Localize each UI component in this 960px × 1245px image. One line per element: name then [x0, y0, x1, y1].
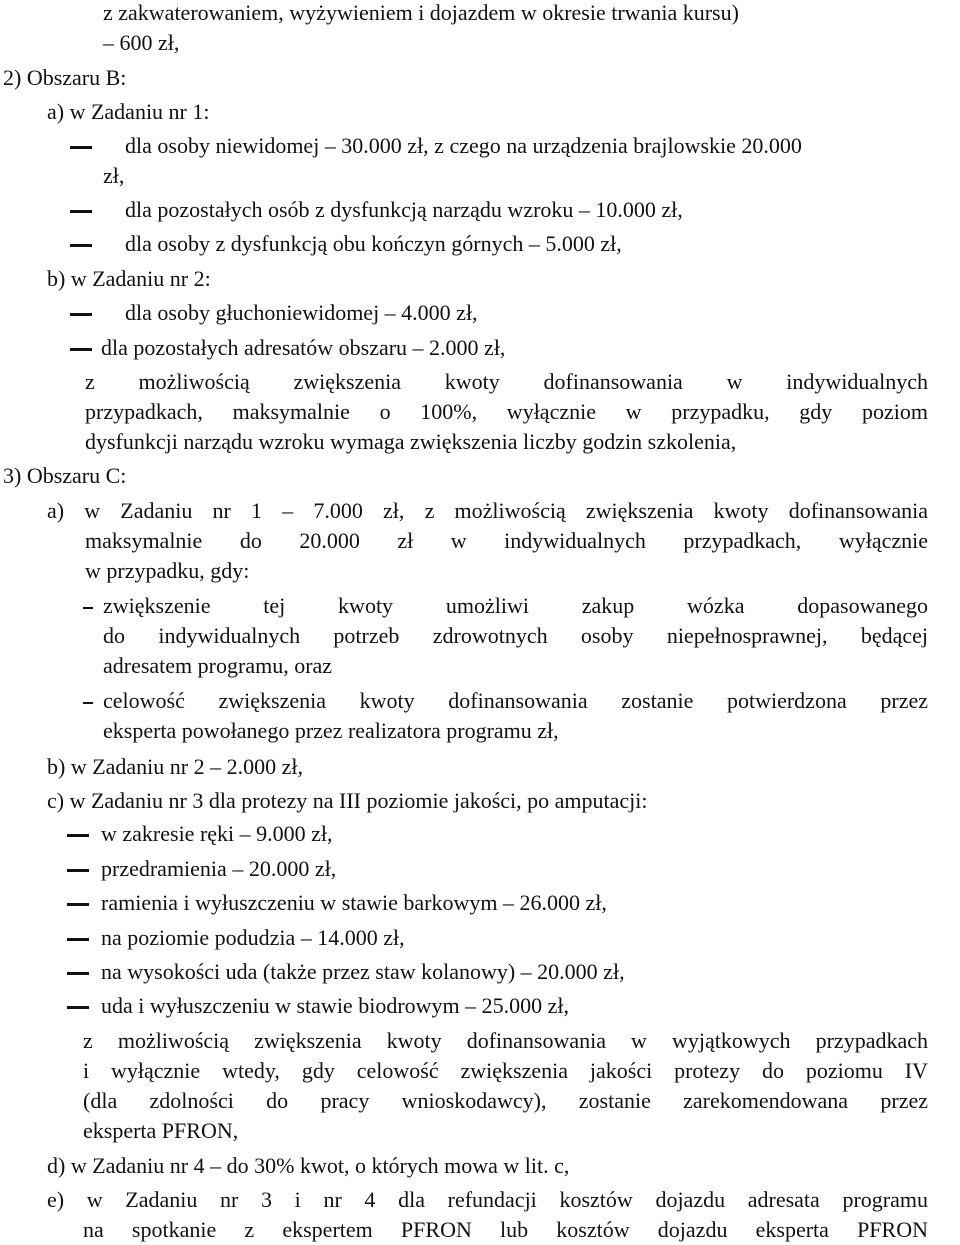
condition-line: eksperta powołanego przez realizatora programu zł, — [103, 718, 559, 743]
condition-line: do indywidualnych potrzeb zdrowotnych osoby niepełnosprawnej, będącej — [103, 623, 928, 648]
list-item: dla osoby głuchoniewidomej – 4.000 zł, — [125, 300, 478, 325]
area-b-b-label: b) w Zadaniu nr 2: — [47, 266, 211, 291]
list-item: przedramienia – 20.000 zł, — [101, 856, 337, 881]
list-item: na poziomie podudzia – 14.000 zł, — [101, 925, 405, 950]
intro-line-1: z zakwaterowaniem, wyżywieniem i dojazdem w okresie trwania kursu) — [103, 0, 739, 25]
area-b-a-label: a) w Zadaniu nr 1: — [47, 99, 210, 124]
dash-bullet — [70, 348, 92, 351]
list-item: na wysokości uda (także przez staw kolanowy) – 20.000 zł, — [101, 959, 625, 984]
dash-bullet — [70, 146, 92, 149]
list-item: dla pozostałych adresatów obszaru – 2.000 zł, — [101, 335, 506, 360]
dash-bullet — [70, 244, 92, 247]
area-c-a-line: maksymalnie do 20.000 zł w indywidualnych przypadkach, wyłącznie — [85, 528, 928, 553]
area-b-heading: 2) Obszaru B: — [3, 65, 127, 90]
area-c-a-line: w przypadku, gdy: — [85, 558, 250, 583]
condition-line: adresatem programu, oraz — [103, 653, 333, 678]
note-line: eksperta PFRON, — [83, 1118, 239, 1143]
dash-bullet — [67, 972, 89, 975]
condition-line: zwiększenie tej kwoty umożliwi zakup wózka dopasowanego — [103, 593, 928, 618]
area-c-b: b) w Zadaniu nr 2 – 2.000 zł, — [47, 754, 303, 779]
list-item: dla osoby niewidomej – 30.000 zł, z czego na urządzenia brajlowskie 20.000 — [125, 133, 802, 158]
dash-bullet — [67, 1006, 89, 1009]
dash-bullet — [83, 607, 93, 609]
dash-bullet — [67, 834, 89, 837]
condition-line: celowość zwiększenia kwoty dofinansowania zostanie potwierdzona przez — [103, 688, 928, 713]
list-item: dla osoby z dysfunkcją obu kończyn górnych – 5.000 zł, — [125, 231, 622, 256]
list-item: dla pozostałych osób z dysfunkcją narządu wzroku – 10.000 zł, — [125, 197, 683, 222]
list-item: w zakresie ręki – 9.000 zł, — [101, 821, 333, 846]
note-line: dysfunkcji narządu wzroku wymaga zwiększenia liczby godzin szkolenia, — [85, 429, 737, 454]
dash-bullet — [67, 938, 89, 941]
dash-bullet — [70, 313, 92, 316]
area-c-d: d) w Zadaniu nr 4 – do 30% kwot, o których mowa w lit. c, — [47, 1153, 570, 1178]
dash-bullet — [83, 702, 93, 704]
intro-line-2: – 600 zł, — [103, 30, 180, 55]
dash-bullet — [67, 869, 89, 872]
dash-bullet — [70, 210, 92, 213]
note-line: z możliwością zwiększenia kwoty dofinansowania w wyjątkowych przypadkach — [83, 1028, 928, 1053]
dash-bullet — [67, 903, 89, 906]
list-item: uda i wyłuszczeniu w stawie biodrowym – 25.000 zł, — [101, 993, 570, 1018]
area-c-e-line: e) w Zadaniu nr 3 i nr 4 dla refundacji kosztów dojazdu adresata programu — [47, 1187, 928, 1212]
list-item: ramienia i wyłuszczeniu w stawie barkowym – 26.000 zł, — [101, 890, 607, 915]
list-item-continuation: zł, — [103, 163, 125, 188]
area-c-c-label: c) w Zadaniu nr 3 dla protezy na III poziomie jakości, po amputacji: — [47, 788, 648, 813]
note-line: (dla zdolności do pracy wnioskodawcy), zostanie zarekomendowana przez — [83, 1088, 928, 1113]
area-c-a-line: a) w Zadaniu nr 1 – 7.000 zł, z możliwością zwiększenia kwoty dofinansowania — [47, 498, 928, 523]
note-line: i wyłącznie wtedy, gdy celowość zwiększenia jakości protezy do poziomu IV — [83, 1058, 928, 1083]
note-line: przypadkach, maksymalnie o 100%, wyłącznie w przypadku, gdy poziom — [85, 399, 928, 424]
area-c-heading: 3) Obszaru C: — [3, 463, 127, 488]
area-c-e-line: na spotkanie z ekspertem PFRON lub kosztów dojazdu eksperta PFRON — [83, 1217, 928, 1242]
note-line: z możliwością zwiększenia kwoty dofinansowania w indywidualnych — [85, 369, 928, 394]
